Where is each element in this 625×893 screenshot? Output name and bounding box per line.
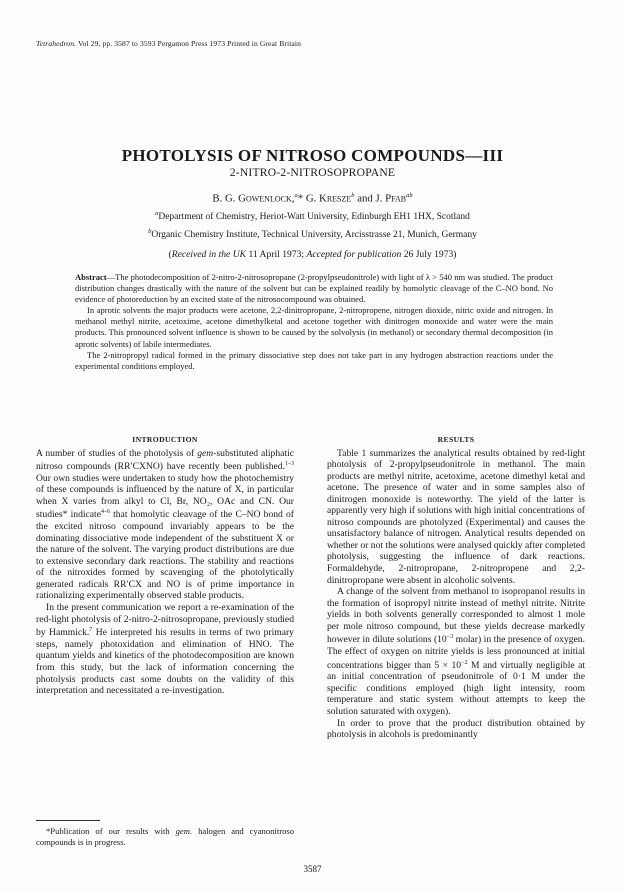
results-heading: RESULTS	[437, 435, 475, 444]
journal-citation: Vol 29, pp. 3587 to 3593 Pergamon Press 1973 Printed in Great Britain	[77, 39, 301, 48]
intro-p2-text-a: In the present communication we report a re-examination of the red-light photolysis of 2-nitro-2-nitrosopropane, previously studied by Hammick.	[36, 602, 294, 639]
accepted-label: Accepted for publication	[306, 249, 402, 260]
author-1-name: Gowenlock,	[238, 192, 295, 205]
author-3-initials: J.	[375, 192, 386, 205]
footnote-text-a: *Publication of our results with	[46, 826, 176, 836]
results-paragraph-3: In order to prove that the product distribution obtained by photolysis in alcohols is predominantly	[327, 717, 585, 741]
author-2-affil-mark: b	[351, 192, 355, 199]
affiliation-b-mark: b	[148, 228, 152, 235]
affiliation-a	[0, 210, 625, 222]
author-list	[0, 192, 625, 205]
abstract	[75, 272, 553, 372]
results-section	[327, 434, 585, 741]
intro-p1-text-d: that homolytic cleavage of the C–NO bond of the excited nitroso compound invariably appears to be the dominating dissociative mode independent of the substituent X or the nature of the solvent. The varying product distributions are due to extensive secondary dark reactions. The stability and reactions of the nitroxides formed by scavenging of the photolytically generated radicals RR′CX and NO is of prime importance in rationalizing experimentally observed stable products.	[36, 509, 294, 602]
intro-p1-gem: gem	[197, 447, 214, 459]
intro-p1-text-b: -substituted aliphatic nitroso compounds (RR′CXNO) have recently been published.	[36, 447, 295, 473]
intro-paragraph-2	[36, 602, 294, 697]
results-paragraph-2	[327, 586, 585, 717]
affiliation-b-text: Organic Chemistry Institute, Technical University, Arcisstrasse 21, Munich, Germany	[151, 230, 477, 241]
author-1-affil-mark: a	[294, 192, 298, 199]
intro-ref-3: 7	[89, 627, 93, 634]
abstract-paragraph-1: —The photodecomposition of 2-nitro-2-nitrosopropane (2-propylpseudonitrole) with light of λ > 540 nm was studied. The product distribution changes drastically with the nature of the solvent but can be explained readily by homolytic cleavage of the C–NO bond. No evidence of photoreduction by an excited state of the nitrosocompound was obtained.	[75, 272, 553, 305]
received-dates	[0, 249, 625, 260]
results-p2-text-b: molar) in the presence of oxygen. The effect of oxygen on nitrite yields is less pronounced at initial concentrations bigger than 5 × 10	[327, 634, 585, 671]
journal-title: Tetrahedron.	[36, 39, 77, 48]
results-paragraph-1: Table 1 summarizes the analytical results obtained by red-light photolysis of 2-propylpseudonitrole in methanol. The main products are methyl nitrite, acetoxime, acetone dimethyl ketal and acetone. The presence of water and in some samples also of dinitrogen monoxide is noteworthy. The yield of the latter is apparently very high if solutions with high initial concentrations of nitroso compounds are photolyzed (Experimental) and causes the unsatisfactory balance of nitrogen. Analytical results depended on whether or not the solutions were analysed quickly after completed photolysis, suggesting the influence of dark reactions. Formaldehyde, 2-nitropropane, 2-nitropropene and 2,2-dinitropropane were absent in alcoholic solvents.	[327, 447, 585, 586]
affiliation-a-mark: a	[155, 210, 159, 217]
intro-p1-text-a: A number of studies of the photolysis of	[36, 447, 198, 459]
results-exponent-1: −3	[446, 634, 454, 641]
results-p2-text-a: A change of the solvent from methanol to isopropanol results in the formation of isopropyl nitrite instead of methyl nitrite. Nitrite yields in both solvents generally corresponded to almost 1 mole per mole nitroso compound, but these yields decrease markedly however in dilute solutions (10	[327, 586, 585, 646]
accepted-date: 26 July 1973)	[401, 249, 457, 260]
author-2-name: Kresze	[319, 192, 352, 205]
intro-p2-text-b: He interpreted his results in terms of two primary steps, namely photoxidation and elimination of HNO. The quantum yields and kinetics of the photodecomposition are known from this study, but the lack of information concerning the photolysis products cast some doubts on the validity of this interpretation and necessitated a re-investigation.	[36, 627, 294, 697]
abstract-label: Abstract	[75, 272, 107, 282]
intro-paragraph-1	[36, 448, 294, 602]
received-date: 11 April 1973;	[246, 249, 307, 260]
author-1-initials: B. G.	[212, 192, 239, 205]
introduction-section	[36, 434, 294, 697]
intro-ref-2: 4–6	[100, 509, 110, 516]
abstract-paragraph-2: In aprotic solvents the major products were acetone, 2,2-dinitropropane, 2-nitropropene, nitrogen dioxide, nitric oxide and nitrogen. In methanol methyl nitrite, acetoxime, acetone dimethylketal and acetone together with dinitrogen monoxide and water were the main products. This pronounced solvent influence is shown to be caused by the solvolysis (in methanol) or secondary thermal decomposition (in aprotic solvents) of labile intermediates.	[75, 305, 553, 349]
author-3-affil-mark: ab	[406, 192, 413, 199]
results-exponent-2: −2	[461, 659, 468, 666]
received-label: Received in the UK	[171, 249, 247, 260]
paper-subtitle: 2-NITRO-2-NITROSOPROPANE	[229, 166, 396, 179]
author-conjunction: and	[354, 192, 376, 205]
footnote-text-b: halogen and cyanonitroso compounds is in progress.	[36, 826, 295, 847]
intro-ref-1: 1–3	[285, 461, 294, 468]
results-p2-text-c: M and virtually negligible at an initial concentration of pseudonitrole of 0·1 M under the specific conditions employed (high light intensity, room temperature and static system without attempts to keep the solution saturated with oxygen).	[327, 659, 586, 717]
author-3-name: Pfab	[385, 192, 407, 205]
journal-header	[36, 39, 301, 48]
footnote-rule	[36, 820, 100, 821]
footnote-gem: gem.	[175, 826, 193, 836]
received-open: (	[168, 249, 172, 260]
abstract-paragraph-3: The 2-nitropropyl radical formed in the primary dissociative step does not take part in any hydrogen abstraction reactions under the experimental conditions employed.	[75, 349, 553, 371]
footnote	[36, 826, 294, 848]
introduction-heading: INTRODUCTION	[132, 435, 198, 444]
affiliation-b	[0, 228, 625, 240]
corresponding-mark: *	[297, 192, 306, 205]
author-2-initials: G.	[305, 192, 320, 205]
page-number: 3587	[303, 864, 322, 874]
affiliation-a-text: Department of Chemistry, Heriot-Watt University, Edinburgh EH1 1HX, Scotland	[158, 212, 470, 223]
paper-title: PHOTOLYSIS OF NITROSO COMPOUNDS—III	[121, 146, 504, 165]
intro-p1-text-c: Our own studies were undertaken to study how the photochemistry of these compounds is influenced by the nature of X, in particular when X varies from alkyl to Cl, Br, NO₂, OAc and CN. Our studies* indicate	[36, 472, 294, 521]
